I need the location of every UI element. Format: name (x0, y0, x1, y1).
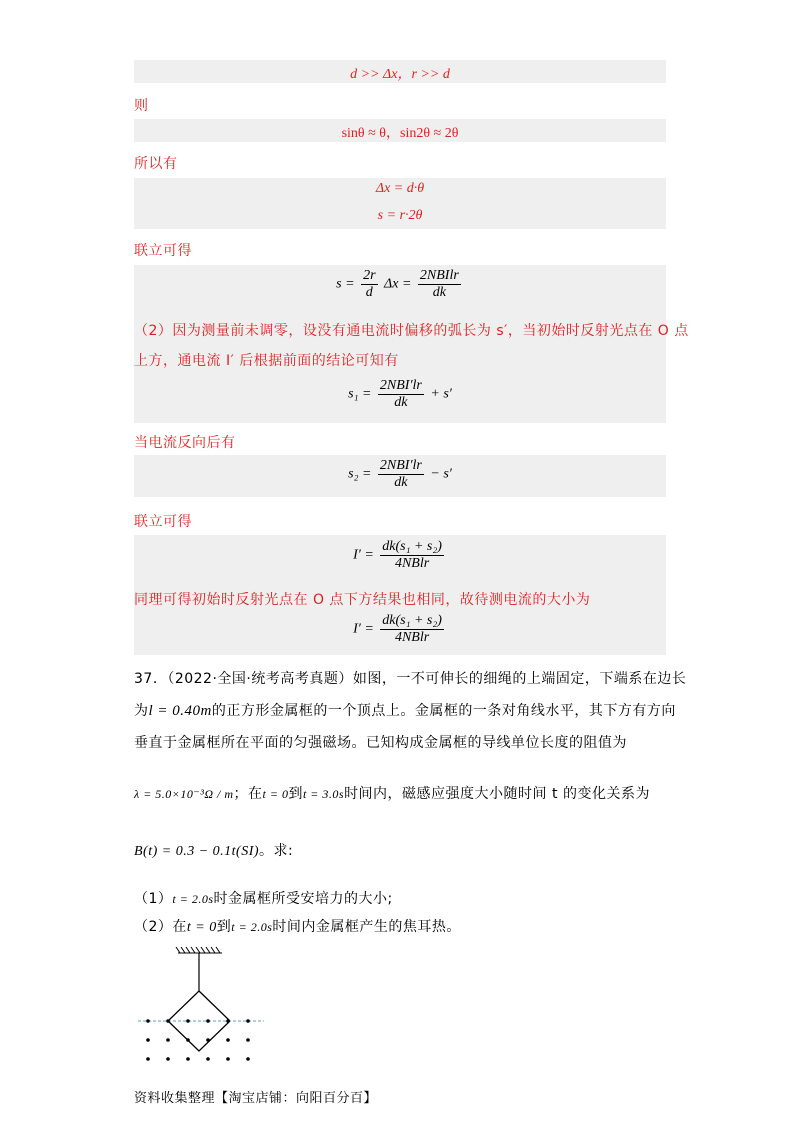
s1-fraction: $\frac{\text{2NBI′lr}}{dk}$ (379, 378, 422, 410)
problem-line-4: λ = 5.0×10⁻³Ω / m；在t = 0到t = 3.0s时间内，磁感应强度大小随时间 t 的变化关系为 (134, 786, 650, 802)
s-formula (134, 268, 666, 301)
so-label: 所以有 (134, 156, 178, 172)
part2-line-1: （2）因为测量前未调零，设没有通电流时偏移的弧长为 s′，当初始时反射光点在 O 点 (134, 323, 689, 339)
s1-formula: s₁ = $\frac{\text{2NBI′lr}}{dk}$ + s′ (348, 378, 452, 410)
i-fraction: $\frac{\text{dk(s₁ + s₂)}}{\text{4NBlr}}$ (382, 539, 442, 571)
condition-equation: d >> Δx，r >> d (350, 67, 450, 82)
combine-label-1: 联立可得 (134, 243, 192, 259)
magnetic-field-dots (146, 1019, 250, 1061)
s2-formula: s₂ = $\frac{\text{2NBI′lr}}{dk}$ − s′ (348, 458, 452, 490)
ceiling-hatch (176, 947, 222, 953)
hanging-frame-figure (130, 945, 270, 1070)
s2-fraction: $\frac{\text{2NBI′lr}}{dk}$ (379, 458, 422, 490)
problem-line-3: 垂直于金属框所在平面的匀强磁场。已知构成金属框的导线单位长度的阻值为 (134, 735, 627, 751)
problem-line-5: B(t) = 0.3 − 0.1t(SI)。求: (134, 843, 294, 859)
s-formula-fraction-1: $\frac{2r}{d}$ (363, 268, 376, 300)
combine-label-2: 联立可得 (134, 514, 192, 530)
i-formula: I′ = $\frac{\text{dk(s₁ + s₂)}}{\text{4NBlr}}$ (353, 539, 442, 571)
problem-line-2: 为l = 0.40m的正方形金属框的一个顶点上。金属框的一条对角线水平，其下方有方向 (134, 703, 676, 719)
problem-line-1: 37．（2022·全国·统考高考真题）如图，一不可伸长的细绳的上端固定，下端系在边长 (134, 671, 687, 687)
i-fraction-2: $\frac{\text{dk(s₁ + s₂)}}{\text{4NBlr}}$ (382, 613, 442, 645)
reverse-label: 当电流反向后有 (134, 435, 236, 451)
footer-note: 资料收集整理【淘宝店铺：向阳百分百】 (134, 1091, 378, 1106)
similar-label: 同理可得初始时反射光点在 O 点下方结果也相同，故待测电流的大小为 (134, 592, 591, 608)
dx-equation: Δx = d·θ (375, 181, 425, 196)
s-formula-fraction-2: $\frac{\text{2NBIlr}}{dk}$ (419, 268, 459, 300)
s-equation: s = r·2θ (377, 208, 423, 223)
i-formula-2: I′ = $\frac{\text{dk(s₁ + s₂)}}{\text{4NBlr}}$ (353, 613, 442, 645)
question-1: （1）t = 2.0s时金属框所受安培力的大小; (134, 891, 393, 907)
part2-line-2: 上方，通电流 I′ 后根据前面的结论可知有 (134, 353, 399, 369)
s-formula-mid: Δx = (384, 276, 412, 292)
approx-equation: sinθ ≈ θ，sin2θ ≈ 2θ (341, 126, 459, 141)
s-formula-lhs: s = (336, 276, 355, 292)
then-label: 则 (134, 98, 149, 114)
question-2: （2）在t = 0到t = 2.0s时间内金属框产生的焦耳热。 (134, 919, 461, 935)
